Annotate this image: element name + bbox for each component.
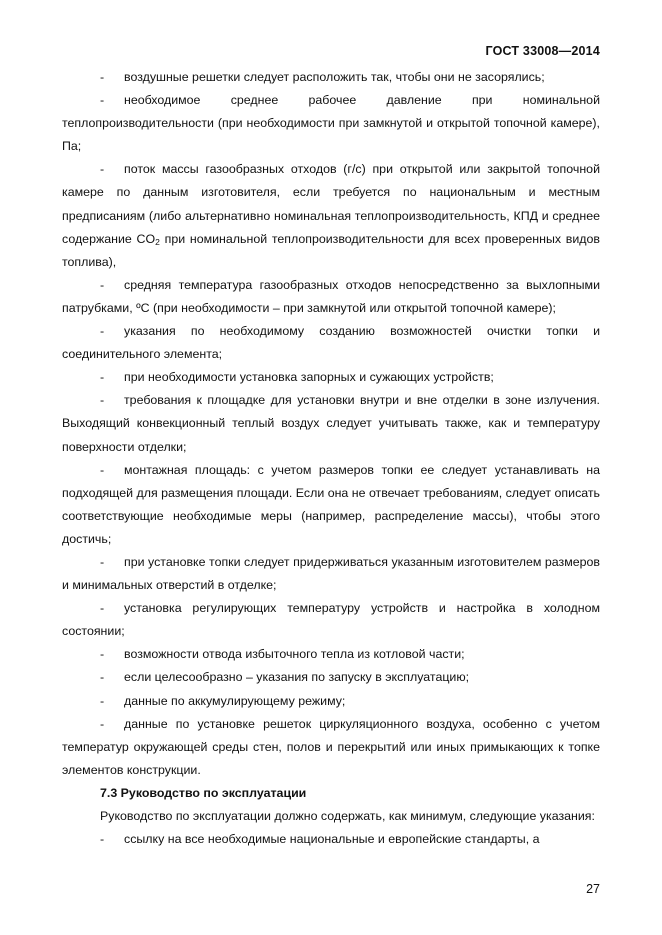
list-item (62, 666, 600, 689)
subscript: 2 (155, 236, 160, 247)
section-heading: 7.3 Руководство по эксплуатации (100, 785, 307, 800)
list-item-text: необходимое среднее рабочее давление при номинальной теплопроизводительности (при необходимости при замкнутой и открытой топочной камере), Па; (62, 93, 600, 154)
bullet-dash: - (100, 554, 105, 569)
list-item (62, 597, 600, 643)
bullet-dash: - (100, 462, 105, 477)
list-item (62, 459, 600, 551)
list-item-text: воздушные решетки следует расположить так, чтобы они не засорялись; (124, 70, 545, 84)
list-item-text: данные по аккумулирующему режиму; (124, 693, 346, 708)
bullet-dash: - (100, 370, 105, 385)
list-item-text: данные по установке решеток циркуляционного воздуха, особенно с учетом температур окружающей среды стен, полов и перекрытий или иных примыкающих к топке элементов конструкции. (62, 716, 600, 777)
list-item (62, 89, 600, 158)
list-item-text: при необходимости установка запорных и сужающих устройств; (124, 370, 494, 385)
bullet-dash: - (100, 716, 105, 731)
list-item (62, 713, 600, 782)
list-item-text: поток массы газообразных отходов (г/с) при открытой или закрытой топочной камере по данным изготовителя, если требуется по национальным и местным предписаниям (либо альтернативно номинальная теплопроизводительность, КПД и среднее содержание CO (62, 162, 600, 246)
bullet-dash: - (100, 393, 105, 408)
bullet-dash: - (100, 162, 105, 177)
bullet-dash: - (100, 277, 105, 292)
list-item (62, 551, 600, 597)
document-header: ГОСТ 33008—2014 (485, 44, 600, 58)
list-item-text: если целесообразно – указания по запуску в эксплуатацию; (124, 670, 470, 685)
list-item-text: установка регулирующих температуру устройств и настройка в холодном состоянии; (62, 601, 600, 639)
list-item-text: ссылку на все необходимые национальные и европейские стандарты, а (124, 832, 540, 847)
document-body (62, 66, 600, 851)
list-item-text: при установке топки следует придерживаться указанным изготовителем размеров и минимальных отверстий в отделке; (62, 554, 600, 593)
list-item-text: указания по необходимому созданию возможностей очистки топки и соединительного элемента; (62, 324, 600, 362)
list-item (62, 274, 600, 320)
bullet-dash: - (100, 93, 105, 108)
bullet-dash: - (100, 647, 105, 662)
list-item (62, 643, 600, 666)
bullet-dash: - (100, 693, 105, 708)
bullet-dash: - (100, 670, 105, 685)
section-intro: Руководство по эксплуатации должно содержать, как минимум, следующие указания: (100, 809, 595, 823)
list-item (62, 690, 600, 713)
list-item (62, 158, 600, 273)
list-item-text: при номинальной теплопроизводительности для всех проверенных видов топлива), (62, 231, 600, 269)
list-item (62, 320, 600, 366)
bullet-dash: - (100, 601, 105, 616)
bullet-dash: - (100, 70, 105, 84)
bullet-dash: - (100, 324, 105, 339)
list-item-text: монтажная площадь: с учетом размеров топки ее следует устанавливать на подходящей для размещения площади. Если она не отвечает требованиям, следует описать соответствующие необходимые меры (например, распределение массы), чтобы этого достичь; (62, 462, 601, 546)
bullet-dash: - (100, 832, 105, 847)
list-item (62, 66, 600, 89)
page-number: 27 (586, 882, 600, 896)
list-item (62, 366, 600, 389)
list-item (62, 389, 600, 458)
list-item-text: средняя температура газообразных отходов непосредственно за выхлопными патрубками, ºС (при необходимости – при замкнутой или открытой топочной камере); (62, 277, 600, 315)
list-item (62, 828, 600, 851)
list-item-text: возможности отвода избыточного тепла из котловой части; (124, 647, 465, 662)
list-item-text: требования к площадке для установки внутри и вне отделки в зоне излучения. Выходящий конвекционный теплый воздух следует учитывать также, как и температуру поверхности отделки; (62, 393, 600, 454)
